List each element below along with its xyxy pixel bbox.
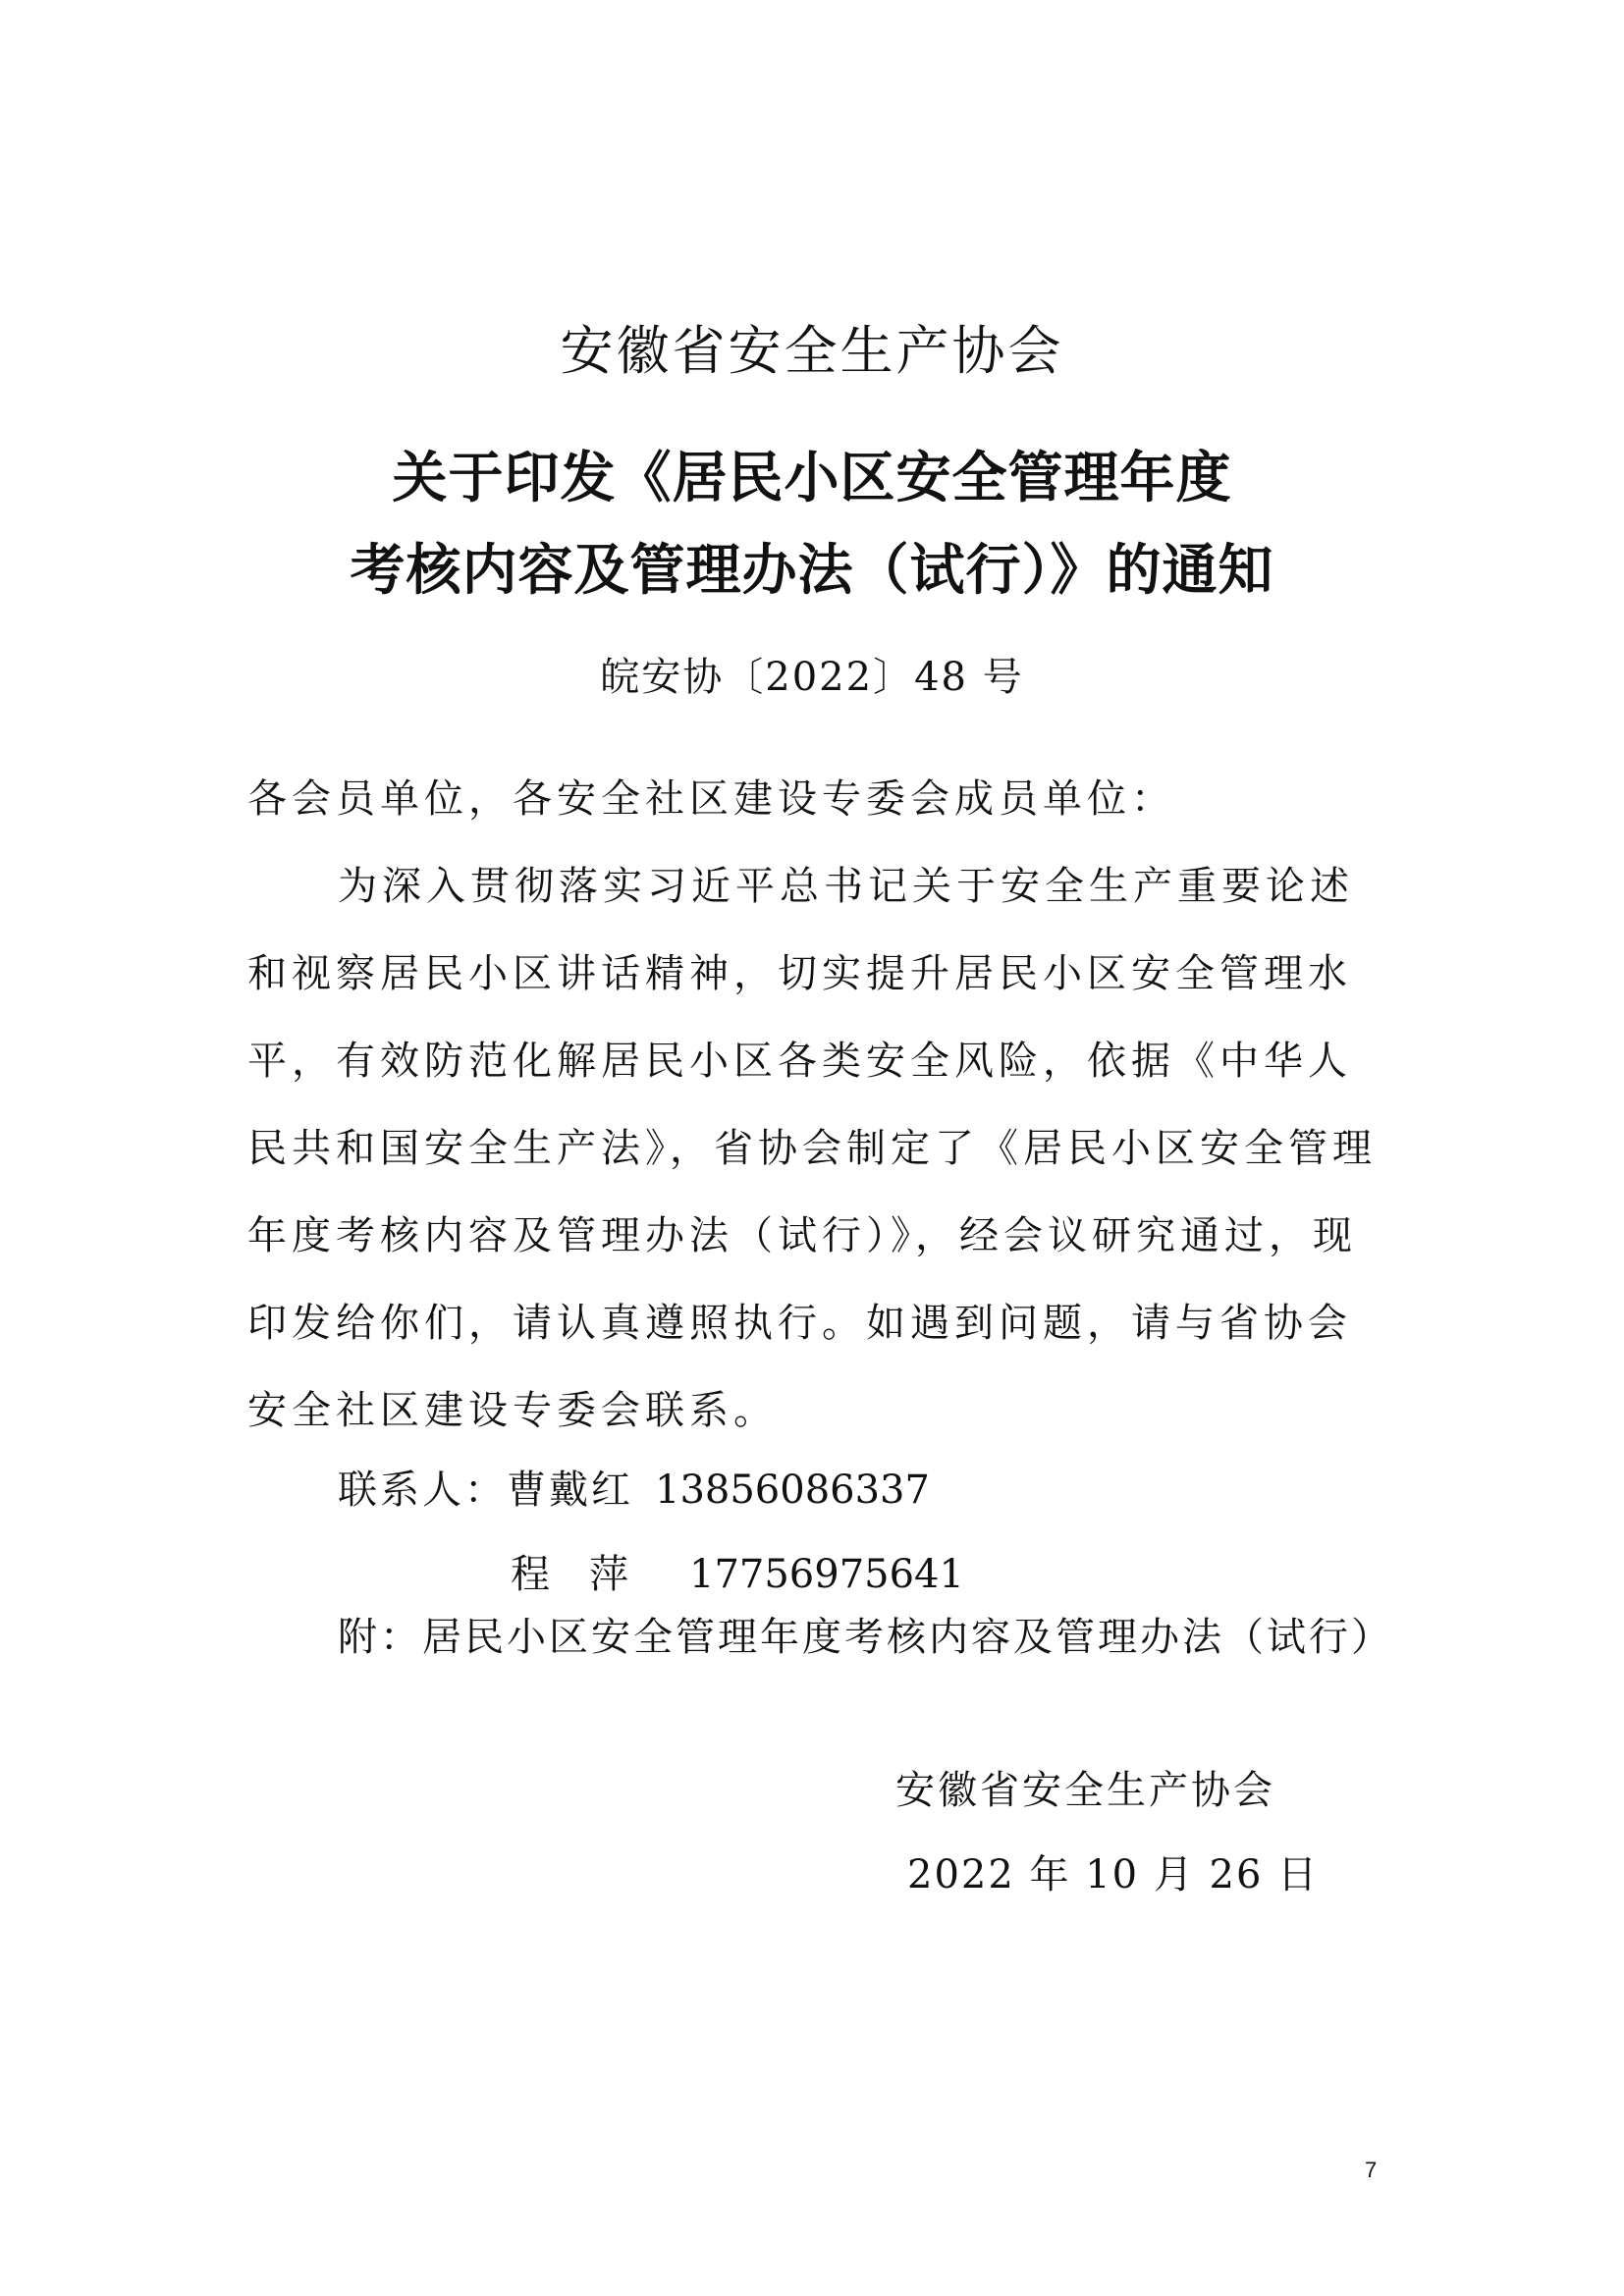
document-number: 皖安协〔2022〕48 号 (600, 655, 1024, 700)
contact-name: 曹戴红 (507, 1468, 633, 1513)
contact-line-2 (511, 1545, 964, 1604)
contact-line-1 (338, 1461, 930, 1520)
signature-organization: 安徽省安全生产协会 (895, 1768, 1275, 1813)
title-line-1: 关于印发《居民小区安全管理年度 (392, 446, 1232, 510)
document-title (0, 432, 1624, 616)
issuing-organization: 安徽省安全生产协会 (560, 320, 1064, 382)
attachment-note: 附：居民小区安全管理年度考核内容及管理办法（试行） (338, 1615, 1393, 1660)
contact-phone: 13856086337 (655, 1468, 930, 1513)
contact-prefix: 联系人： (338, 1468, 507, 1513)
addressee: 各会员单位，各安全社区建设专委会成员单位： (247, 776, 1175, 822)
title-line-2: 考核内容及管理办法（试行）》的通知 (350, 538, 1274, 603)
contact-phone: 17756975641 (689, 1552, 964, 1597)
page-number: 7 (1365, 2158, 1378, 2182)
signature-date: 2022 年 10 月 26 日 (907, 1852, 1320, 1897)
contact-name: 程萍 (511, 1552, 668, 1597)
body-paragraph: 为深入贯彻落实习近平总书记关于安全生产重要论述和视察居民小区讲话精神，切实提升居民小区安全管理水平，有效防范化解居民小区各类安全风险，依据《中华人民共和国安全生产法》，省协会制定了《居民小区安全管理年度考核内容及管理办法（试行）》，经会议研究通过，现印发给你们，请认真遵照执行。如遇到问题，请与省协会安全社区建设专委会联系。 (247, 864, 1377, 1433)
